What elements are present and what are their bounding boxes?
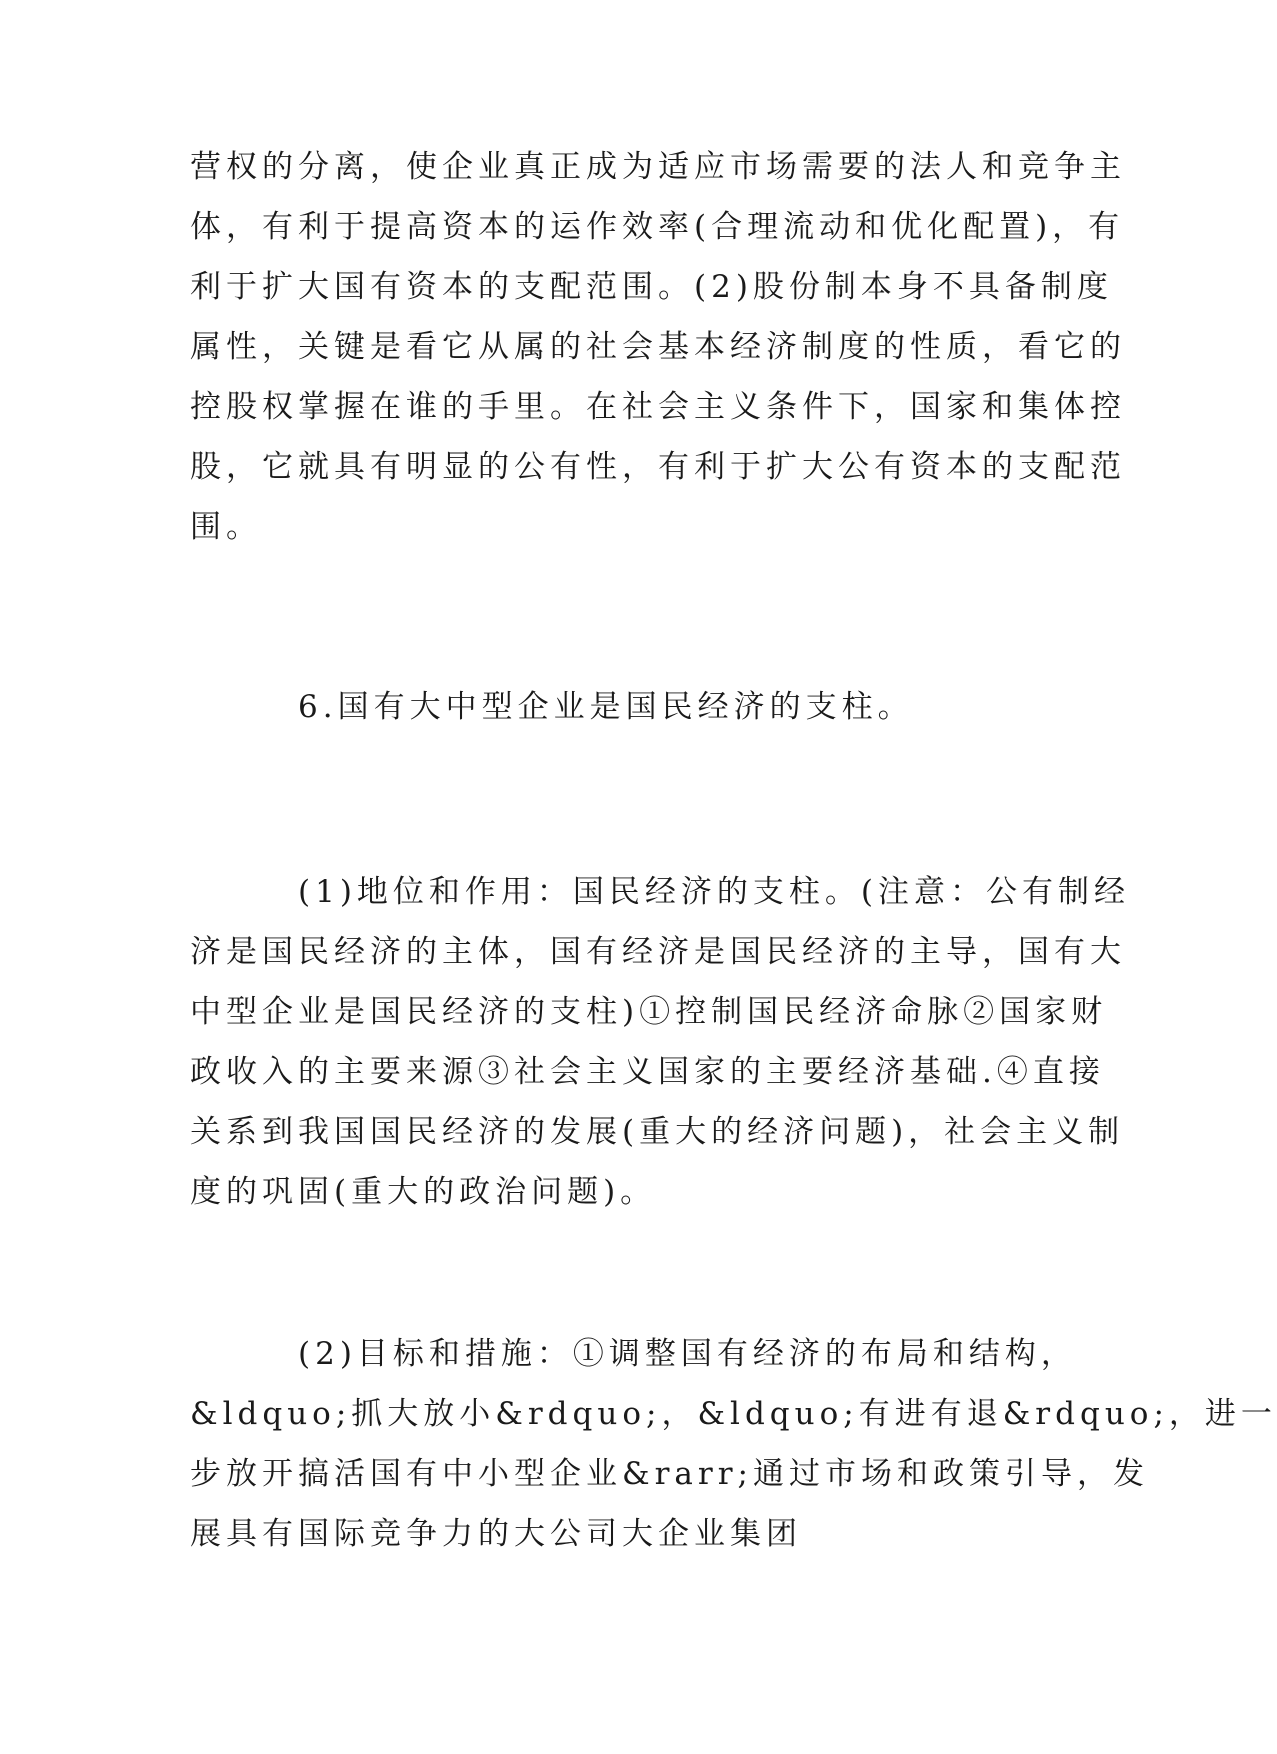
text-line: 围。 [190,509,262,545]
text-line: 展具有国际竞争力的大公司大企业集团 [190,1516,802,1552]
text-line: 关系到我国国民经济的发展(重大的经济问题)，社会主义制 [190,1114,1125,1150]
section-heading-6: 6.国有大中型企业是国民经济的支柱。 [298,689,914,725]
text-line: 度的巩固(重大的政治问题)。 [190,1174,657,1210]
text-line: (2)目标和措施：①调整国有经济的布局和结构， [298,1336,1077,1372]
text-line: 济是国民经济的主体，国有经济是国民经济的主导，国有大 [190,934,1126,970]
text-line: 属性，关键是看它从属的社会基本经济制度的性质，看它的 [190,329,1126,365]
text-line: 控股权掌握在谁的手里。在社会主义条件下，国家和集体控 [190,389,1126,425]
paragraph-status-role [190,862,1131,1222]
text-line: &ldquo;抓大放小&rdquo;，&ldquo;有进有退&rdquo;，进一 [190,1396,1277,1432]
paragraph-shareholding [190,137,1126,557]
text-line: 股，它就具有明显的公有性，有利于扩大公有资本的支配范 [190,449,1126,485]
text-line: 体，有利于提高资本的运作效率(合理流动和优化配置)，有 [190,209,1125,245]
text-line: 利于扩大国有资本的支配范围。(2)股份制本身不具备制度 [190,269,1113,305]
text-line: (1)地位和作用：国民经济的支柱。(注意：公有制经 [298,874,1131,910]
text-line: 政收入的主要来源③社会主义国家的主要经济基础.④直接 [190,1054,1105,1090]
text-line: 步放开搞活国有中小型企业&rarr;通过市场和政策引导，发 [190,1456,1149,1492]
paragraph-goals-measures [190,1324,1277,1564]
text-line: 中型企业是国民经济的支柱)①控制国民经济命脉②国家财 [190,994,1108,1030]
text-line: 营权的分离，使企业真正成为适应市场需要的法人和竞争主 [190,149,1126,185]
